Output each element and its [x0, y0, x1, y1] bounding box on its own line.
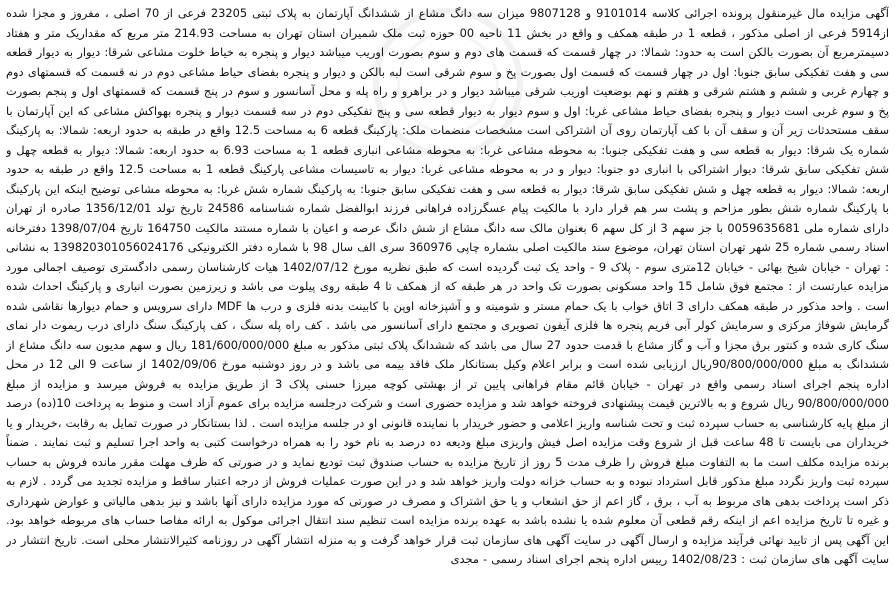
- auction-notice: [6, 4, 889, 607]
- notice-body-text: آگهی مزایده مال غیرمنقول پرونده اجرائی کلاسه 9101014 و 9807128 میزان سه دانگ مشاع از ششدانگ آپارتمان به پلاک ثبتی 23205 فرعی از 70 اصلی ، مفروز و مجزا شده از5914 فرعی از اصلی مذکور ، قطعه 1 در طبقه همکف و واقع در بخش 11 ناحیه 00 حوزه ثبت ملک شمیران استان تهران به مساحت 214.93 متر مربع که مقداریک متر و هفتاد دسیمترمربع آن بصورت بالکن است به حدود: شمالا: در چهار قسمت که قسمت های دوم و سوم بصورت اوریب میباشد دیوار و پنجره به خیاط خلوت مشاعی شرقا: دیوار به دیوار قطعه سی و هفت تفکیکی سابق جنوبا: اول در چهار قسمت که قسمت اول بصورت پخ و سوم شرقی است لبه بالکن و دیوار و پنجره بفضای حیاط مشاعی دوم در نه قسمت که قسمتهای دوم و چهارم غربی و ششم و هشتم شرقی و هفتم و نهم بوضعیت اوریب شرقی میباشد دیوار و در براهرو و راه پله و محل آسانسور و سوم در پنج قسمت که قسمتهای اول و پنجم بصورت پخ و سوم غربی است دیوار و پنجره بفضای حیاط مشاعی غربا: اول و سوم دیوار به دیوار قطعه سی و پنج تفکیکی دوم در سه قسمت دیوار و پنجره بهواکش مشاعی که این آپارتمان با سقف مستحدثات زیر آن و سقف آن با کف آپارتمان روی آن اشتراکی است مشخصات منضمات ملک: پارکینگ قطعه 6 به مساحت 12.5 واقع در طبقه به حدود اربعه: شمالا: به پارکینگ شماره یک شرقا: دیوار به قطعه سی و هفت تفکیکی جنوبا: به محوطه مشاعی غربا: به محوطه مشاعی انباری قطعه 1 به مساحت 6.93 به حدود اربعه: شمالا: دیوار به قطعه چهل و شش تفکیکی سابق شرقا: دیوار اشتراکی با انباری دو جنوبا: دیوار و در به محوطه مشاعی غربا: دیوار به تاسیسات مشاعی پارکینگ قطعه 1 به مساحت 12.5 واقع در طبقه به حدود اربعه: شمالا: دیوار به قطعه چهل و شش تفکیکی سابق شرقا: دیوار به قطعه سی و هفت تفکیکی سابق جنوبا: به پارکینگ شماره شش غربا: به محوطه مشاعی توضیح اینکه این پارکینگ با پارکینگ شماره شش بطور مزاحم و پشت سر هم قرار دارد با مالکیت پیام عسگرزاده فراهانی فرزند ابوالفضل شماره شناسنامه 24586 تاریخ تولد 1356/12/01 صادره از تهران دارای شماره ملی 0059635681 با جز سهم 3 از کل سهم 6 بعنوان مالک سه دانگ مشاع از شش دانگ عرصه و اعیان با شماره مستند مالکیت 164750 تاریخ 1398/07/04 دفترخانه اسناد رسمی شماره 25 شهر تهران استان تهران، موضوع سند مالکیت اصلی بشماره چاپی 360976 سری الف سال 98 با شماره دفتر الکترونیکی 139820301056024176 به نشانی : تهران - خیابان شیخ بهائی - خیابان 12متری سوم - پلاک 9 - واحد یک ثبت گردیده است که طبق نظریه مورخ 1402/07/12 هیات کارشناسان رسمی دادگستری توصیف اجمالی مورد مزایده عبارتست از : مجتمع فوق شامل 15 واحد مسکونی بصورت تک واحد در هر طبقه که از همکف تا 4 طبقه روی پیلوت می باشد و زیرزمین بصورت انباری و پارکینگ احداث شده است . واحد مذکور در طبقه همکف دارای 3 اتاق خواب با یک حمام مستر و شومینه و و آشپزخانه اوپن با کابینت بدنه فلزی و درب ها MDF دارای سرویس و حمام دیوارها نقاشی شده گرمایش شوفاژ مرکزی و سرمایش کولر آبی فریم پنجره ها فلزی آیفون تصویری و مجتمع دارای آسانسور می باشد . کف راه پله سنگ ، کف پارکینگ سنگ دارای درب ریموت دار نمای سنگ کاری شده و کنتور برق مجزا و آب و گاز مشاع با قدمت حدود 27 سال می باشد که ششدانگ پلاک ثبتی مذکور به مبلغ 181/600/000/000 ریال و سهم مدیون سه دانگ مشاع از ششدانگ به مبلغ 90/800/000/000ریال ارزیابی شده است و برابر اعلام وکیل بستانکار ملک فاقد بیمه می باشد و در روز دوشنبه مورخ 1402/09/06 از ساعت 9 الی 12 در محل اداره پنجم اجرای اسناد رسمی واقع در تهران - خیابان قائم مقام فراهانی پایین تر از بهشتی کوچه میرزا حسنی پلاک 3 از طریق مزایده به فروش میرسد و مزایده از مبلغ 90/800/000/000 ریال شروع و به بالاترین قیمت پیشنهادی فروخته خواهد شد و مزایده حضوری است و شرکت درجلسه مزایده برای عموم آزاد است و منوط به پرداخت 10(ده) درصد از مبلغ پایه کارشناسی به حساب سپرده ثبت و تحت شناسه واریز اعلامی و حضور خریدار با نمایندە قانونی او در جلسه مزایده است . لذا بستانکار در صورت تمایل به رقابت ،خریدار و یا خریداران می بایست تا 48 ساعت قبل از شروع وقت مزایده اصل فیش واریزی مبلغ ودیعه ده درصد به نام خود را به همراه درخواست کتبی به واحد اجرا تسلیم و ثبت نمایند . ضمناً برنده مزایده مکلف است ما به التفاوت مبلغ فروش را ظرف مدت 5 روز از تاریخ مزایده به حساب صندوق ثبت تودیع نماید و در صورتی که ظرف مهلت مقرر مانده فروش به حساب سپرده ثبت واریز نگردد مبلغ مذکور قابل استرداد نبوده و به حساب خزانه دولت واریز خواهد شد و در این صورت عملیات فروش از درجه اعتبار ساقط و مزایده تجدید می گردد . لازم به ذکر است پرداخت بدهی های مربوط به آب ، برق ، گاز اعم از حق انشعاب و یا حق اشتراک و مصرف در صورتی که مورد مزایده دارای آنها باشد و نیز بدهی مالیاتی و عوارض شهرداری و غیره تا تاریخ مزایده اعم از اینکه رقم قطعی آن معلوم شده یا نشده باشد به عهده برنده مزایده است تنظیم سند انتقال اجرائی موکول به ارائه مفاصا حساب های مربوطه خواهد بود. این آگهی پس از تایید نهائی فرآیند مزایده و ارسال آگهی در سایت آگهی های سازمان ثبت قرار خواهد گرفت و به منزله انتشار آگهی در روزنامه کثیرالانتشار محلی است. تاریخ انتشار در سایت آگهی های سازمان ثبت : 1402/08/23 رییس اداره پنجم اجرای اسناد رسمی - مجدی: [6, 6, 889, 566]
